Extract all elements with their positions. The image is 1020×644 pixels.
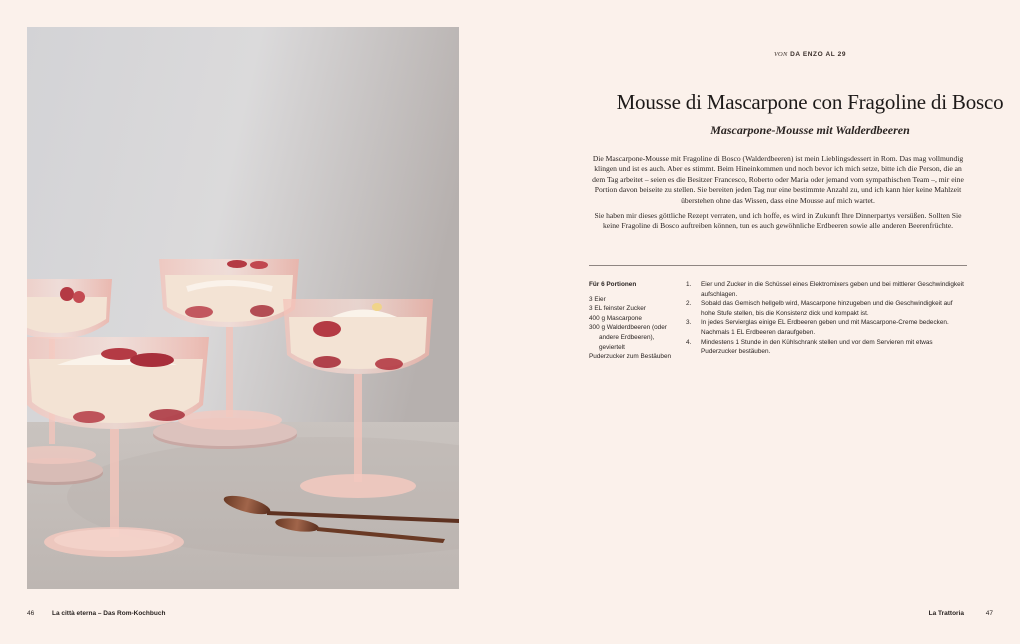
left-running-head-text: La città eterna – Das Rom-Kochbuch: [52, 610, 166, 617]
recipe-title: Mousse di Mascarpone con Fragoline di Bosco: [616, 90, 1004, 114]
step-item: [686, 338, 968, 357]
step-number: 4.: [686, 338, 692, 346]
step-number: 3.: [686, 319, 692, 327]
step-text: Eier und Zucker in die Schüssel eines Elektromixers geben und bei mittlerer Geschwindigkeit aufschlagen.: [701, 281, 964, 298]
step-item: [686, 299, 968, 318]
servings-heading: Für 6 Portionen: [589, 281, 637, 288]
ingredient-item: 3 Eier: [589, 295, 606, 303]
step-text: Sobald das Gemisch hellgelb wird, Mascarpone hinzugeben und die Geschwindigkeit auf hohe Stufe stellen, bis die Konsistenz dick und kompakt ist.: [701, 300, 953, 317]
intro-paragraph: Die Mascarpone-Mousse mit Fragoline di Bosco (Walderdbeeren) ist mein Lieblingsdessert in Rom. Das mag vollmundig klingen und ist es auch. Aber es stimmt. Beim Hineinkommen und noch bevor ich mich setze, bitte ich die Person, die an dem Tag arbeitet – seien es die Besitzer Francesco, Roberto oder Maria oder jemand vom sympathischen Team –, mir eine Portion davon beiseite zu stellen. Sie bereiten jeden Tag nur eine bestimmte Anzahl zu, und ich kann hier keine Mahlzeit überstehen ohne das Wissen, dass eine Mousse auf mich wartet.: [592, 154, 964, 205]
ingredient-item: 300 g Walderdbeeren (oder andere Erdbeeren), geviertelt: [589, 324, 667, 351]
left-page-number: 46: [27, 610, 35, 617]
recipe-source-name: DA ENZO AL 29: [790, 51, 847, 58]
ingredient-item: Puderzucker zum Bestäuben: [589, 353, 672, 361]
step-text: Mindestens 1 Stunde in den Kühlschrank stellen und vor dem Servieren mit etwas Puderzucker bestäuben.: [701, 338, 933, 356]
step-item: [686, 318, 968, 337]
ingredients-list: [589, 280, 681, 362]
recipe-source: [560, 51, 1020, 58]
recipe-subtitle: Mascarpone-Mousse mit Walderdbeeren: [710, 123, 910, 137]
right-page-number: 47: [985, 610, 993, 617]
step-text: In jedes Servierglas einige EL Erdbeeren geben und mit Mascarpone-Creme bedecken. Nachmals 1 EL Erdbeeren daraufgeben.: [701, 319, 949, 336]
section-divider: [589, 265, 967, 266]
ingredient-item: 3 EL feinster Zucker: [589, 305, 646, 313]
ingredient-item: 400 g Mascarpone: [589, 314, 642, 322]
recipe-intro: [589, 154, 967, 237]
dessert-photo: [27, 27, 459, 589]
step-number: 2.: [686, 300, 692, 308]
method-steps: [686, 280, 968, 357]
step-number: 1.: [686, 281, 692, 288]
left-running-head: [52, 610, 165, 617]
intro-paragraph: Sie haben mir dieses göttliche Rezept verraten, und ich hoffe, es wird in Zukunft Ihre Dinnerpartys versüßen. Sollten Sie keine Fragoline di Bosco auftreiben können, tun es auch gewöhnliche Erdbeeren sowie alle anderen Beerenfrüchte.: [594, 211, 962, 231]
step-item: [686, 280, 968, 299]
right-running-head: [929, 610, 964, 617]
right-running-head-text: La Trattoria: [928, 610, 964, 617]
recipe-source-prefix: VON: [773, 51, 788, 58]
